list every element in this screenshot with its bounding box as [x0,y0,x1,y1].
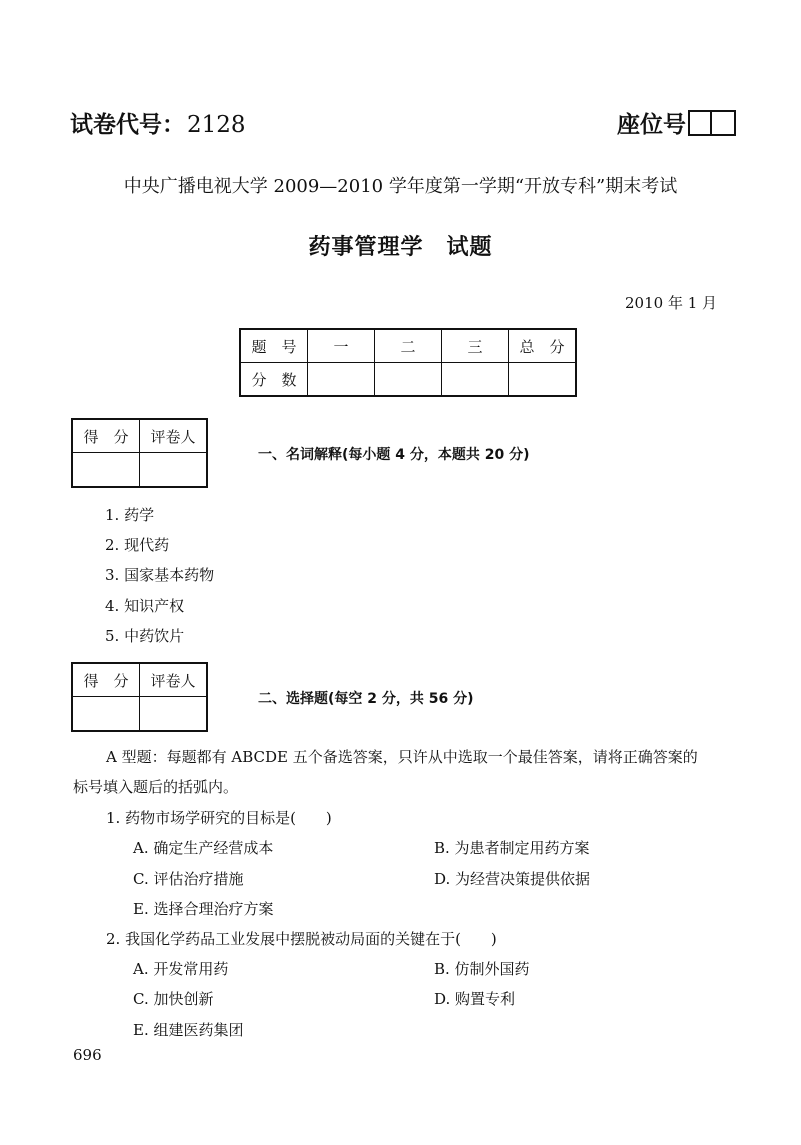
exam-title: 中央广播电视大学 2009—2010 学年度第一学期“开放专科”期末考试 [123,176,678,197]
paper-code [70,106,246,139]
seat-number-box[interactable] [688,110,712,136]
answer-option: E. 组建医药集团 [133,1021,244,1039]
answer-option: A. 开发常用药 [133,960,229,978]
score-label: 得 分 [72,419,140,453]
term-item: 1. 药学 [105,506,155,524]
score-table-score-row [240,363,576,397]
answer-option: C. 加快创新 [133,990,214,1008]
score-cell[interactable] [375,363,442,397]
page-number: 696 [73,1046,102,1064]
answer-option: C. 评估治疗措施 [133,870,244,888]
term-item: 5. 中药饮片 [105,627,185,645]
score-table-header-row [240,329,576,363]
instructions-line: A 型题：每题都有 ABCDE 五个备选答案，只许从中选取一个最佳答案，请将正确答案的 [106,748,698,766]
grader-label: 评卷人 [140,663,208,697]
score-table-header: 题 号 [240,329,308,363]
term-item: 4. 知识产权 [105,597,185,615]
paper-code-label: 试卷代号： [70,112,185,138]
term-item: 2. 现代药 [105,536,170,554]
section-title: 二、选择题(每空 2 分，共 56 分) [258,691,474,707]
question-stem: 2. 我国化学药品工业发展中摆脱被动局面的关键在于( ) [106,930,497,948]
score-cell[interactable] [308,363,375,397]
question-stem: 1. 药物市场学研究的目标是( ) [106,809,332,827]
paper-code-number: 2128 [187,112,246,138]
score-table [239,328,577,397]
grader-cell[interactable] [140,453,208,488]
subject-title: 药事管理学 试题 [308,235,493,260]
score-cell[interactable] [509,363,577,397]
seat-number-boxes [688,110,736,136]
score-cell[interactable] [442,363,509,397]
grader-box [71,662,208,732]
seat-number-box[interactable] [712,110,736,136]
answer-option: B. 仿制外国药 [434,960,530,978]
grader-cell[interactable] [140,697,208,732]
section-title: 一、名词解释(每小题 4 分，本题共 20 分) [258,447,530,463]
score-table-header: 总 分 [509,329,577,363]
grader-box [71,418,208,488]
seat-number [617,106,736,139]
answer-option: E. 选择合理治疗方案 [133,900,274,918]
score-cell[interactable] [72,697,140,732]
score-table-header: 三 [442,329,509,363]
score-table-row-label: 分 数 [240,363,308,397]
seat-number-label: 座位号 [617,112,686,138]
grader-label: 评卷人 [140,419,208,453]
answer-option: D. 为经营决策提供依据 [434,870,591,888]
term-item: 3. 国家基本药物 [105,566,215,584]
score-table-header: 一 [308,329,375,363]
exam-date: 2010 年 1 月 [625,294,718,312]
score-table-header: 二 [375,329,442,363]
score-cell[interactable] [72,453,140,488]
answer-option: B. 为患者制定用药方案 [434,839,590,857]
score-label: 得 分 [72,663,140,697]
answer-option: A. 确定生产经营成本 [133,839,274,857]
instructions-line: 标号填入题后的括弧内。 [73,778,239,796]
answer-option: D. 购置专利 [434,990,516,1008]
